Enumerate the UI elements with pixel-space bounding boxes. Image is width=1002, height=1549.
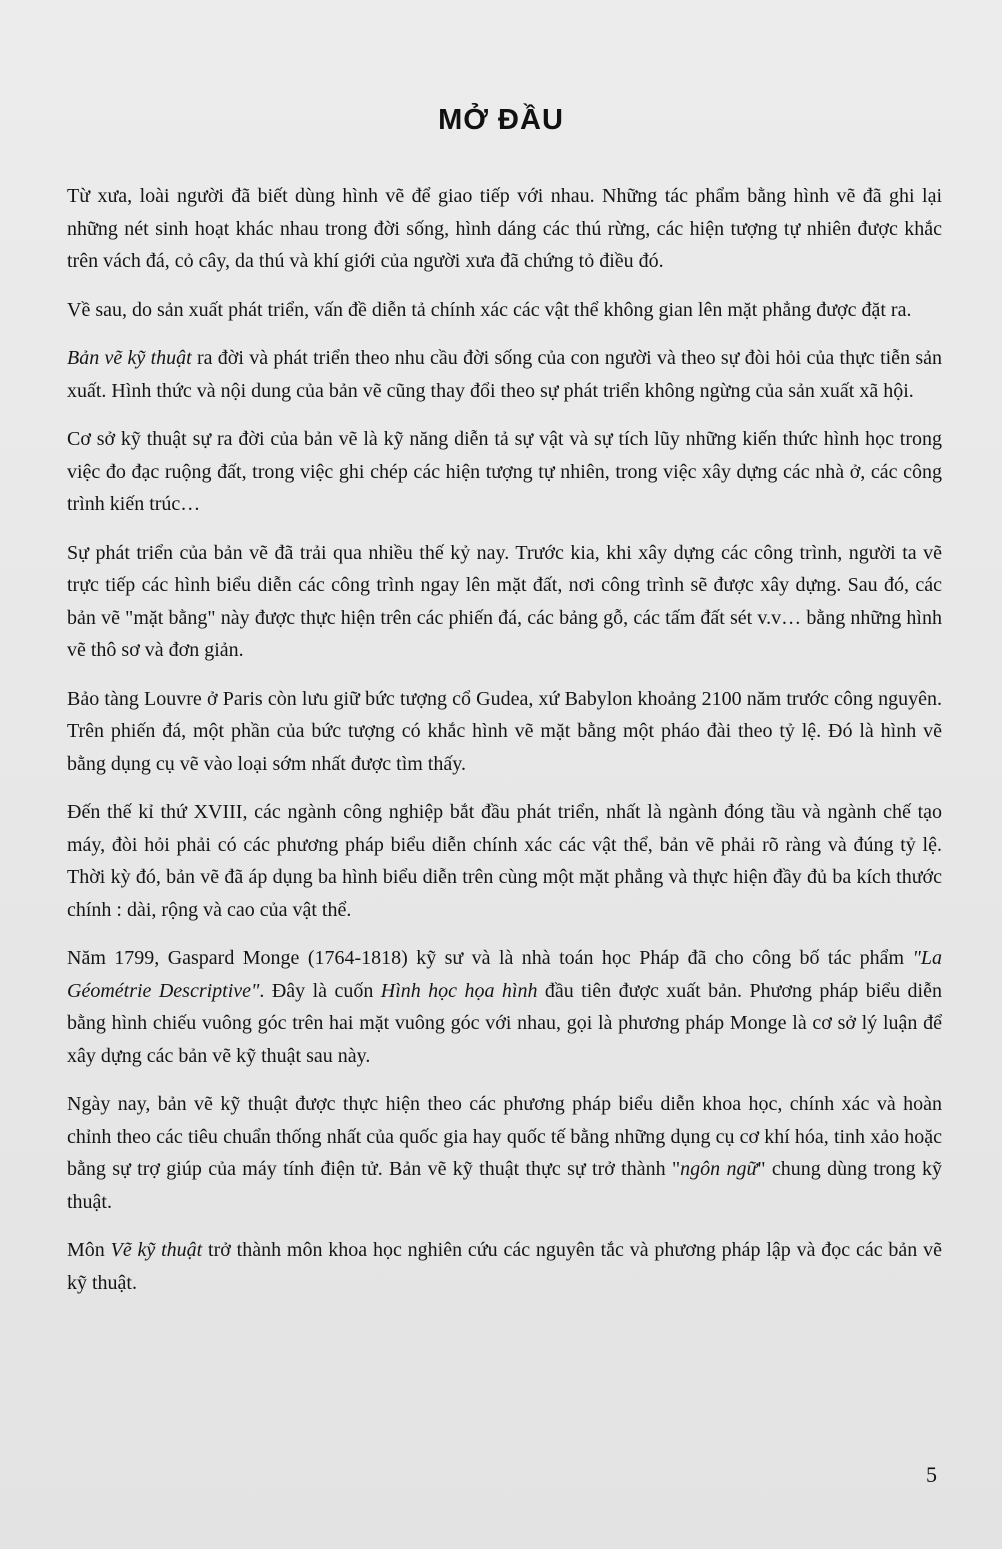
paragraph-4 [67, 423, 942, 521]
paragraph-6 [67, 683, 942, 781]
paragraph-text: . Đây là cuốn [259, 979, 381, 1002]
paragraph-5 [67, 537, 942, 667]
paragraph-2 [67, 294, 942, 327]
paragraph-text: Sự phát triển của bản vẽ đã trải qua nhiều thế kỷ nay. Trước kia, khi xây dựng các công trình, người ta vẽ trực tiếp các hình biểu diễn các công trình ngay lên mặt đất, nơi công trình sẽ được xây dựng. Sau đó, các bản vẽ "mặt bằng" này được thực hiện trên các phiến đá, các bảng gỗ, các tấm đất sét v.v… bằng những hình vẽ thô sơ và đơn giản. [67, 541, 942, 661]
italic-term: ngôn ngữ [680, 1158, 758, 1180]
paragraph-text: " chung dùng trong kỹ thuật. [67, 1158, 942, 1213]
paragraph-text: Bảo tàng Louvre ở Paris còn lưu giữ bức tượng cổ Gudea, xứ Babylon khoảng 2100 năm trước công nguyên. Trên phiến đá, một phần của bức tượng có khắc hình vẽ mặt bằng một pháo đài theo tỷ lệ. Đó là hình vẽ bằng dụng cụ vẽ vào loại sớm nhất được tìm thấy. [67, 687, 942, 775]
paragraph-text: Về sau, do sản xuất phát triển, vấn đề diễn tả chính xác các vật thể không gian lên mặt phẳng được đặt ra. [67, 298, 912, 321]
paragraph-3 [67, 342, 942, 407]
paragraph-text: trở thành môn khoa học nghiên cứu các nguyên tắc và phương pháp lập và đọc các bản vẽ kỹ thuật. [67, 1239, 942, 1294]
paragraph-text: đầu tiên được xuất bản. Phương pháp biểu diễn bằng hình chiếu vuông góc trên hai mặt vuông góc với nhau, gọi là phương pháp Monge là cơ sở lý luận để xây dựng các bản vẽ kỹ thuật sau này. [67, 979, 942, 1067]
paragraph-text: ra đời và phát triển theo nhu cầu đời sống của con người và theo sự đòi hỏi của thực tiễn sản xuất. Hình thức và nội dung của bản vẽ cũng thay đổi theo sự phát triển không ngừng của sản xuất xã hội. [67, 347, 943, 402]
italic-book-title: "La Géométrie Descriptive" [67, 947, 942, 1002]
paragraph-1 [67, 180, 942, 278]
paragraph-9 [67, 1088, 942, 1218]
paragraph-text: Từ xưa, loài người đã biết dùng hình vẽ để giao tiếp với nhau. Những tác phẩm bằng hình vẽ đã ghi lại những nét sinh hoạt khác nhau trong đời sống, hình dáng các thú rừng, các hiện tượng tự nhiên được khắc trên vách đá, cỏ cây, da thú và khí giới của người xưa đã chứng tỏ điều đó. [67, 185, 942, 272]
paragraph-8 [67, 942, 942, 1072]
paragraph-text: Cơ sở kỹ thuật sự ra đời của bản vẽ là kỹ năng diễn tả sự vật và sự tích lũy những kiến thức hình học trong việc đo đạc ruộng đất, trong việc ghi chép các hiện tượng tự nhiên, trong việc xây dựng các nhà ở, các công trình kiến trúc… [67, 428, 942, 515]
body-text [67, 180, 942, 1315]
paragraph-7 [67, 796, 942, 926]
paragraph-10 [67, 1234, 942, 1299]
paragraph-text: Năm 1799, Gaspard Monge (1764-1818) kỹ sư và là nhà toán học Pháp đã cho công bố tác phẩm [67, 947, 913, 969]
page-number: 5 [926, 1462, 937, 1487]
italic-term: Vẽ kỹ thuật [110, 1239, 203, 1261]
paragraph-text: Môn [67, 1239, 111, 1261]
paragraph-text: Đến thế kỉ thứ XVIII, các ngành công nghiệp bắt đầu phát triển, nhất là ngành đóng tầu và ngành chế tạo máy, đòi hỏi phải có các phương pháp biểu diễn chính xác các vật thể, bản vẽ phải rõ ràng và đúng tỷ lệ. Thời kỳ đó, bản vẽ đã áp dụng ba hình biểu diễn trên cùng một mặt phẳng và thực hiện đầy đủ ba kích thước chính : dài, rộng và cao của vật thể. [67, 801, 942, 921]
paragraph-text: Ngày nay, bản vẽ kỹ thuật được thực hiện theo các phương pháp biểu diễn khoa học, chính xác và hoàn chỉnh theo các tiêu chuẩn thống nhất của quốc gia hay quốc tế bằng những dụng cụ cơ khí hóa, tinh xảo hoặc bằng sự trợ giúp của máy tính điện tử. Bản vẽ kỹ thuật thực sự trở thành " [67, 1093, 942, 1180]
page-title: MỞ ĐẦU [438, 104, 564, 136]
italic-term: Bản vẽ kỹ thuật [67, 347, 192, 369]
italic-term: Hình học họa hình [380, 979, 538, 1002]
